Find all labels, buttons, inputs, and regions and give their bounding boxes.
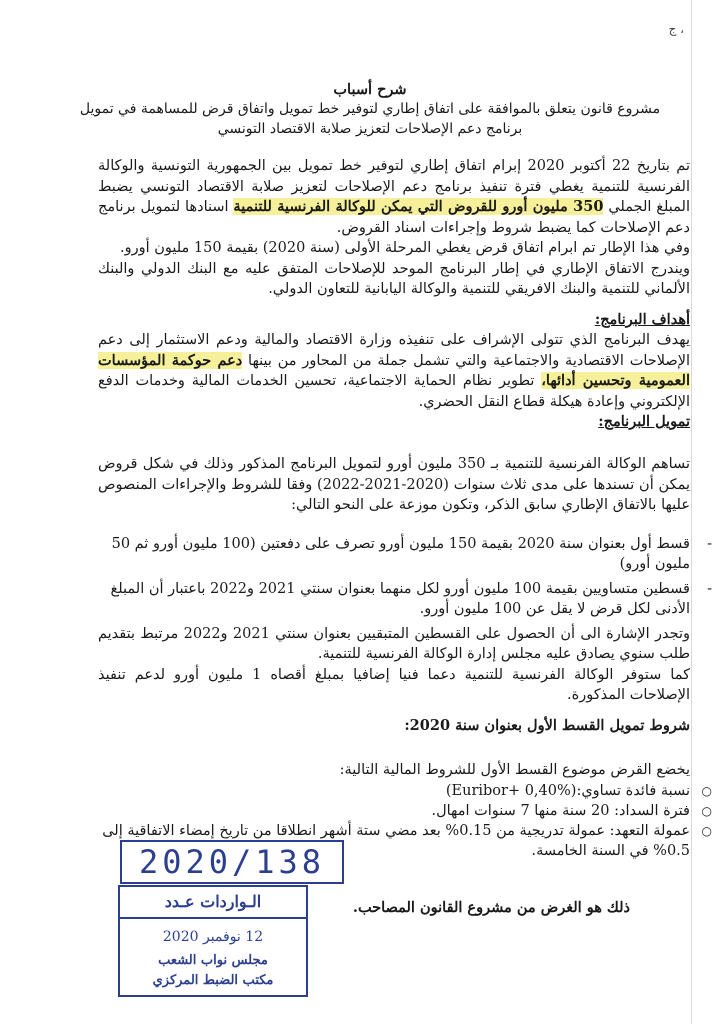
stamp-footer-2: مكتب الضبط المركزي (152, 973, 274, 988)
page-title: شرح أسباب (333, 81, 407, 98)
funding-list (98, 534, 712, 620)
terms-section (98, 716, 712, 861)
funding-paragraph-2: وتجدر الإشارة الى أن الحصول على القسطين المتبقيين بعنوان سنتي 2021 و2022 مرتبط بتقديم طلب سنوي يصادق عليه مجلس إدارة الوكالة الفرنسية للتنمية. (98, 625, 690, 662)
goals-heading: أهداف البرنامج: (594, 311, 690, 328)
funding-section (98, 412, 712, 706)
terms-item-2: فترة السداد: 20 سنة منها 7 سنوات امهال. (431, 802, 690, 819)
stamp-date-year: 2020 (162, 929, 199, 945)
intro-paragraph-3: ويندرج الاتفاق الإطاري في إطار البرنامج الموحد للإصلاحات المتفق عليه مع البنك الدولي والبنك الألماني للتنمية والبنك الافريقي للتنمية والوكالة اليابانية للتعاون الدولي. (98, 260, 690, 297)
stamp-footer-1: مجلس نواب الشعب (158, 953, 268, 968)
reception-stamp (118, 885, 308, 997)
terms-item-3: عمولة التعهد: عمولة تدريجية من 0.15% بعد مضي ستة أشهر انطلاقا من تاريخ إمضاء الاتفاقية إلى 0.5% في السنة الخامسة. (102, 822, 690, 859)
stamp-date-day: 12 (245, 929, 264, 945)
circle-bullet-icon: ○ (701, 783, 712, 798)
funding-paragraph-3: كما ستوفر الوكالة الفرنسية للتنمية دعما فنيا إضافيا بمبلغ أقصاه 1 مليون أورو لدعم تنفيذ الإصلاحات المذكورة. (98, 666, 690, 703)
stamp-title: الـواردات عـدد (120, 891, 306, 919)
dash-bullet: - (707, 535, 712, 552)
intro-section (98, 156, 690, 300)
intro-paragraph-1 (98, 156, 690, 238)
goals-paragraph (98, 330, 690, 412)
list-item (98, 579, 712, 620)
funding-item-1: قسط أول بعنوان سنة 2020 بقيمة 150 مليون أورو تصرف على دفعتين (100 مليون أورو ثم 50 مليون أورو) (111, 535, 690, 572)
goals-highlight: دعم حوكمة المؤسسات العمومية وتحسين أدائها، (98, 351, 690, 389)
intro-paragraph-2: وفي هذا الإطار تم ابرام اتفاق قرض يغطي المرحلة الأولى (سنة 2020) بقيمة 150 مليون أورو. (119, 240, 690, 256)
goals-text-a: يهدف البرنامج الذي تتولى الإشراف على تنفيذه وزارة الاقتصاد والمالية ودعم الاستثمار إلى دعم الإصلاحات الاقتصادية والاجتماعية والتي تشمل جملة من المحاور من بينها (98, 332, 691, 369)
dash-bullet: - (707, 580, 712, 597)
closing-statement: ذلك هو الغرض من مشروع القانون المصاحب. (352, 899, 630, 916)
stamp-date-month: نوفمبر (202, 929, 241, 945)
funding-item-2: قسطين متساويين بقيمة 100 مليون أورو لكل منهما بعنوان سنتي 2021 و2022 باعتبار أن المبلغ الأدنى لكل قرض لا يقل عن 100 مليون أورو. (110, 580, 690, 617)
subtitle-line-2: برنامج دعم الإصلاحات لتعزيز صلابة الاقتصاد التونسي (217, 121, 523, 137)
page-edge-line (691, 0, 692, 1024)
subtitle-line-1: مشروع قانون يتعلق بالموافقة على اتفاق إطاري لتوفير خط تمويل واتفاق قرض للمساهمة في تمويل (79, 101, 661, 117)
registration-number-stamp: 2020/138 (120, 840, 344, 884)
list-item (98, 781, 712, 801)
circle-bullet-icon: ○ (701, 803, 712, 818)
corner-mark: ، ج (668, 22, 684, 36)
circle-bullet-icon: ○ (701, 823, 712, 838)
terms-item-1: نسبة فائدة تساوي:(Euribor+ 0,40%) (445, 782, 690, 799)
terms-heading: شروط تمويل القسط الأول بعنوان سنة 2020: (404, 717, 690, 734)
stamp-date (120, 925, 306, 949)
terms-intro: يخضع القرض موضوع القسط الأول للشروط المالية التالية: (339, 762, 690, 778)
intro-text-a: تم بتاريخ 22 أكتوبر 2020 إبرام اتفاق إطاري لتوفير خط تمويل بين الجمهورية التونسية والوكالة الفرنسية للتنمية يغطي فترة تنفيذ برنامج دعم الإصلاحات لتعزيز صلابة الاقتصاد التونسي يضبط المبلغ الجملي (98, 158, 690, 215)
goals-text-b: تطوير نظام الحماية الاجتماعية، تحسين الخدمات المالية وخدمات الدفع الإلكتروني وإعادة هيكلة قطاع النقل الحضري. (98, 373, 690, 410)
list-item (98, 534, 712, 575)
list-item (98, 801, 712, 821)
intro-text-b: اسنادها لتمويل برنامج دعم الإصلاحات كما يضبط شروط وإجراءات اسناد القروض. (98, 199, 690, 236)
title-block (70, 80, 670, 139)
intro-highlight: 350 مليون أورو للقروض التي يمكن للوكالة الفرنسية للتنمية (233, 198, 604, 215)
funding-heading: تمويل البرنامج: (598, 413, 690, 430)
funding-paragraph-1: تساهم الوكالة الفرنسية للتنمية بـ 350 مليون أورو لتمويل البرنامج المذكور وذلك في شكل قروض يمكن أن تسندها على مدى ثلاث سنوات (2020-2021-2022) وفقا للشروط والإجراءات المنصوص عليها بالاتفاق الإطاري سابق الذكر، وتكون موزعة على النحو التالي: (98, 456, 690, 513)
goals-section (98, 310, 690, 412)
